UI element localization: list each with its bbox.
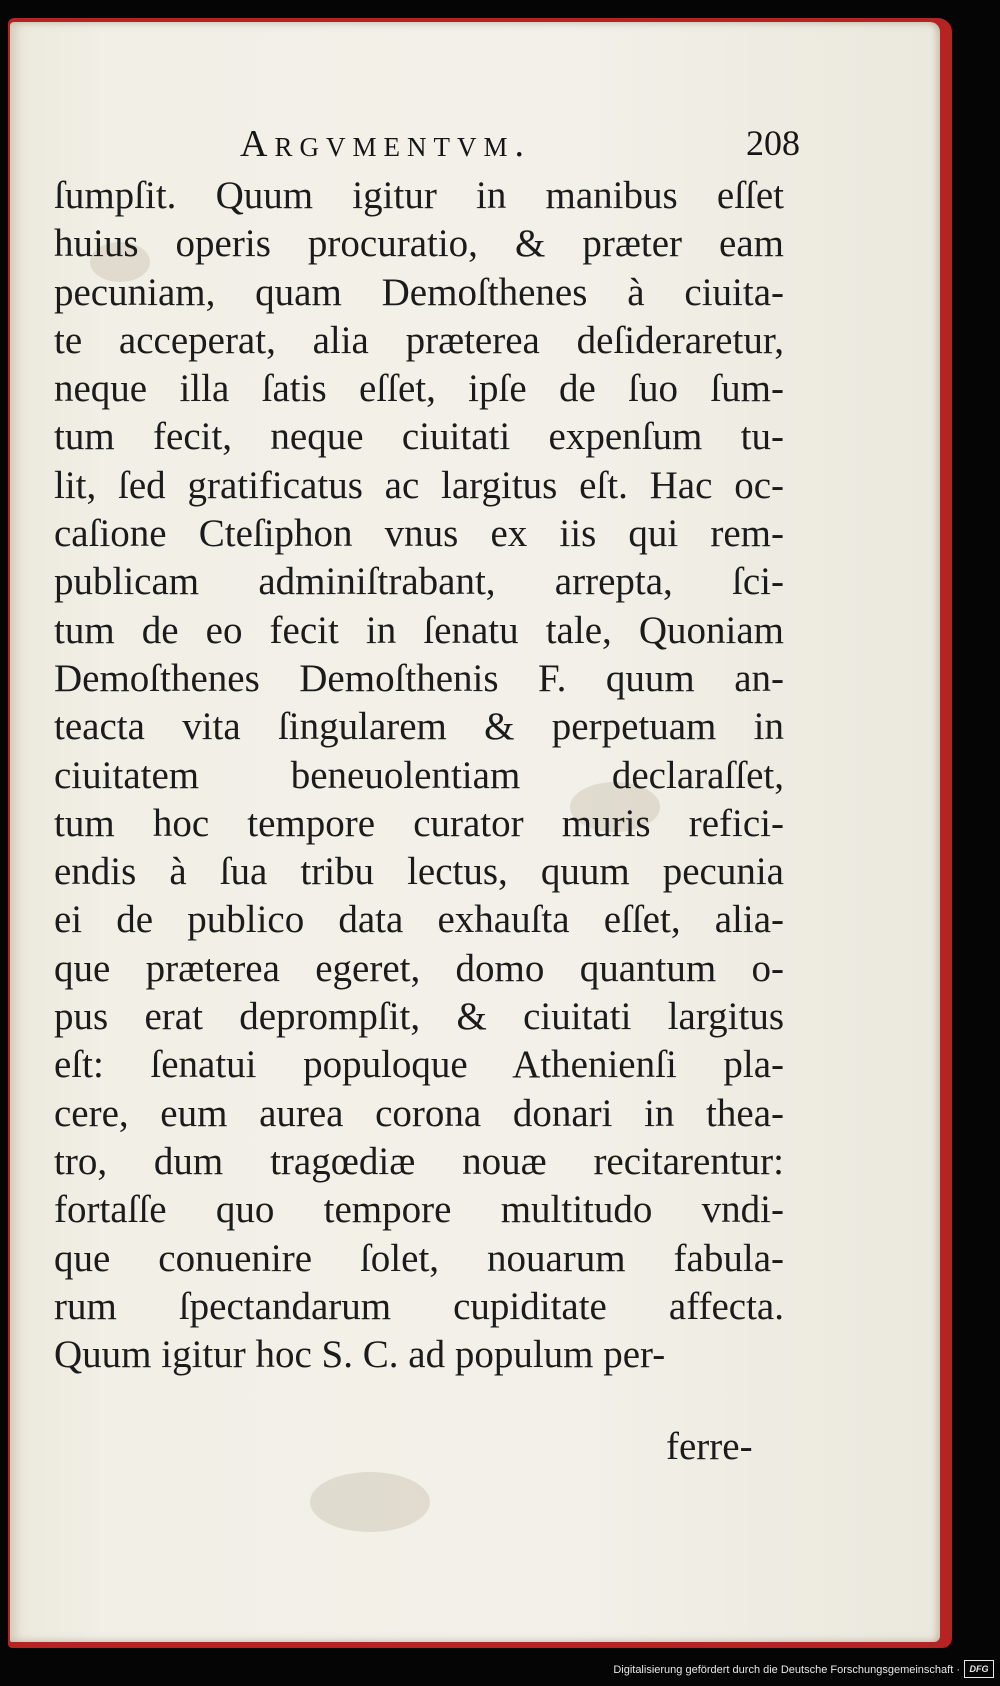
- book-page: [10, 22, 940, 1642]
- text-line: cere, eum aurea corona donari in thea-: [54, 1091, 784, 1135]
- text-line: ciuitatem beneuolentiam declaraſſet,: [54, 753, 784, 797]
- text-line: tum de eo fecit in ſenatu tale, Quoniam: [54, 608, 784, 652]
- page-header: [240, 122, 800, 165]
- text-line: pus erat deprompſit, & ciuitati largitus: [54, 995, 784, 1039]
- text-line: Quum igitur hoc S. C. ad populum per-: [54, 1333, 666, 1377]
- page-number: 208: [746, 123, 800, 163]
- text-line: fortaſſe quo tempore multitudo vndi-: [54, 1188, 784, 1232]
- text-line: ſumpſit. Quum igitur in manibus eſſet: [54, 174, 784, 217]
- text-line: tro, dum tragœdiæ nouæ recitarentur:: [54, 1139, 784, 1183]
- text-line: endis à ſua tribu lectus, quum pecunia: [54, 850, 784, 894]
- body-text: [54, 172, 784, 1379]
- running-head: Argvmentvm.: [240, 123, 531, 165]
- text-line: que præterea egeret, domo quantum o-: [54, 946, 784, 990]
- text-line: pecuniam, quam Demoſthenes à ciuita-: [54, 270, 784, 314]
- text-line: caſione Cteſiphon vnus ex iis qui rem-: [54, 512, 784, 556]
- text-line: tum fecit, neque ciuitati expenſum tu-: [54, 415, 784, 459]
- text-line: huius operis procuratio, & præter eam: [54, 222, 784, 266]
- text-line: ei de publico data exhauſta eſſet, alia-: [54, 898, 784, 942]
- text-line: lit, ſed gratificatus ac largitus eſt. Hac oc-: [54, 463, 784, 507]
- catchword: ferre-: [666, 1425, 753, 1468]
- digitization-credit: Digitalisierung gefördert durch die Deutsche Forschungsgemeinschaft ·: [613, 1664, 960, 1676]
- text-line: neque illa ſatis eſſet, ipſe de ſuo ſum-: [54, 367, 784, 411]
- text-line: Demoſthenes Demoſthenis F. quum an-: [54, 656, 784, 700]
- text-line: publicam adminiſtrabant, arrepta, ſci-: [54, 560, 784, 604]
- text-line: te acceperat, alia præterea deſideraretur,: [54, 318, 784, 362]
- dfg-logo-icon: DFG: [964, 1660, 994, 1678]
- text-line: rum ſpectandarum cupiditate affecta.: [54, 1284, 784, 1328]
- text-line: eſt: ſenatui populoque Athenienſi pla-: [54, 1043, 784, 1087]
- paper-stain: [310, 1472, 430, 1532]
- text-line: que conuenire ſolet, nouarum fabula-: [54, 1236, 784, 1280]
- text-line: tum hoc tempore curator muris refici-: [54, 801, 784, 845]
- text-line: teacta vita ſingularem & perpetuam in: [54, 705, 784, 749]
